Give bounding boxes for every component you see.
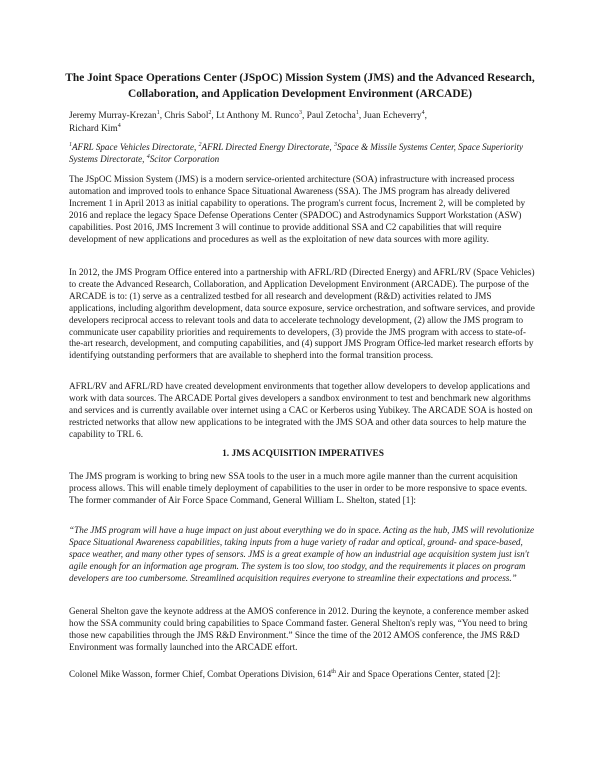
author-name: Lt Anthony M. Runco: [216, 111, 299, 121]
affil-mark: 3: [333, 141, 337, 148]
author-list: Jeremy Murray-Krezan$^1$, Chris Sabol$^2$, Lt Anthony M. Runco$^3$, Paul Zetocha$^1$, Juan Echeverry$^4$, Richard Kim$^4$: [69, 109, 427, 134]
author-name: Paul Zetocha: [306, 111, 356, 121]
body-paragraph: The JMS program is working to bring new SSA tools to the user in a much more agile manner than the current acquisition process allows. This will enable timely deployment of capabilities to the user in order to be more responsive to space events. The former commander of Air Force Space Command, General William L. Shelton, stated [1]:: [69, 471, 528, 505]
body-paragraph: General Shelton gave the keynote address at the AMOS conference in 2012. During the keynote, a conference member asked how the SSA community could bring capabilities to Space Command faster. General Shelton's reply was, “You need to bring those new capabilities through the JMS R&D Environment.” Since the time of the 2012 AMOS conference, the JMS R&D Environment was formally launched into the ARCADE effort.: [69, 606, 529, 652]
body-paragraph: AFRL/RV and AFRL/RD have created development environments that together allow developers to develop applications and work with data sources. The ARCADE Portal gives developers a sandbox environment to test and benchmark new algorithms and services and is currently available over internet using a CAC or Kerberos using Yubikey. The ARCADE SOA is hosted on restricted networks that allow new applications to be integrated with the JMS SOA and other data sources to help mature the capability to TRL 6.: [69, 381, 533, 439]
body-paragraph: In 2012, the JMS Program Office entered into a partnership with AFRL/RD (Directed Energy) and AFRL/RV (Space Vehicles) to create the Advanced Research, Collaboration, and Application Development Environment (ARCADE). The purpose of the ARCADE is to: (1) serve as a centralized testbed for all research and development (R&D) activities related to JMS applications, including algorithm development, data source exposure, service orchestration, and software services, and provide developers reciprocal access to relevant tools and data to accelerate technology development, (2) allow the JMS program to communicate user capability priorities and requirements to developers, (3) provide the JMS program with access to state-of-the-art research, development, and computing capabilities, and (4) support JMS Program Office-led market research efforts by identifying outstanding performers that are available to shepherd into the formal transition process.: [69, 267, 535, 361]
author-name: Chris Sabol: [164, 111, 209, 121]
section-heading: 1. JMS ACQUISITION IMPERATIVES: [222, 449, 384, 459]
paper-title: The Joint Space Operations Center (JSpOC) Mission System (JMS) and the Advanced Research, Collaboration, and Application Development Environment (ARCADE): [65, 72, 535, 100]
affiliations: [69, 141, 539, 165]
affil-mark: 2: [198, 141, 202, 148]
affil-mark: 4: [146, 153, 150, 160]
author-affil-mark: 3: [298, 109, 302, 116]
body-paragraph: The JSpOC Mission System (JMS) is a modern service-oriented architecture (SOA) infrastructure with increased process automation and improved tools to enhance Space Situational Awareness (SSA). The JMS program has already delivered Increment 1 in April 2013 as initial capability to operations. The program's current focus, Increment 2, will be completed by 2016 and replace the legacy Space Defense Operations Center (SPADOC) and Astrodynamics Support Workstation (ASW) capabilities. Post 2016, JMS Increment 3 will continue to provide additional SSA and C2 capabilities that will require development of new applications and procedures as well as the exploitation of new data sources with more agility.: [69, 174, 526, 244]
affiliation: AFRL Space Vehicles Directorate,: [72, 142, 199, 152]
affil-mark: 1: [69, 141, 72, 148]
author-name: Juan Echeverry: [363, 111, 422, 121]
body-paragraph: Colonel Mike Wasson, former Chief, Combat Operations Division, 614th Air and Space Operations Center, stated [2]:: [69, 668, 501, 679]
quote-paragraph: “The JMS program will have a huge impact on just about everything we do in space. Acting as the hub, JMS will revolutionize Space Situational Awareness capabilities, taking inputs from a huge variety of radar and optical, ground- and space-based, space weather, and many other types of sensors. JMS is a great example of how an industrial age acquisition system just isn't agile enough for an information age program. The system is too slow, too stodgy, and the requirements it places on program developers are too cumbersome. Streamlined acquisition requires everyone to streamline their expectations and process.”: [69, 525, 535, 583]
affiliation: Space & Missile Systems Center, Space Superiority Systems Directorate,: [69, 142, 524, 164]
author-affil-mark: 4: [421, 109, 425, 116]
author-affil-mark: 1: [156, 109, 160, 116]
author-affil-mark: 4: [117, 122, 121, 129]
affiliation: AFRL Directed Energy Directorate,: [201, 142, 334, 152]
affiliation: Scitor Corporation: [149, 154, 220, 164]
author-name: Richard Kim: [69, 123, 118, 134]
author-name: Jeremy Murray-Krezan: [69, 111, 157, 121]
author-affil-mark: 1: [355, 109, 359, 116]
author-affil-mark: 2: [208, 109, 212, 116]
